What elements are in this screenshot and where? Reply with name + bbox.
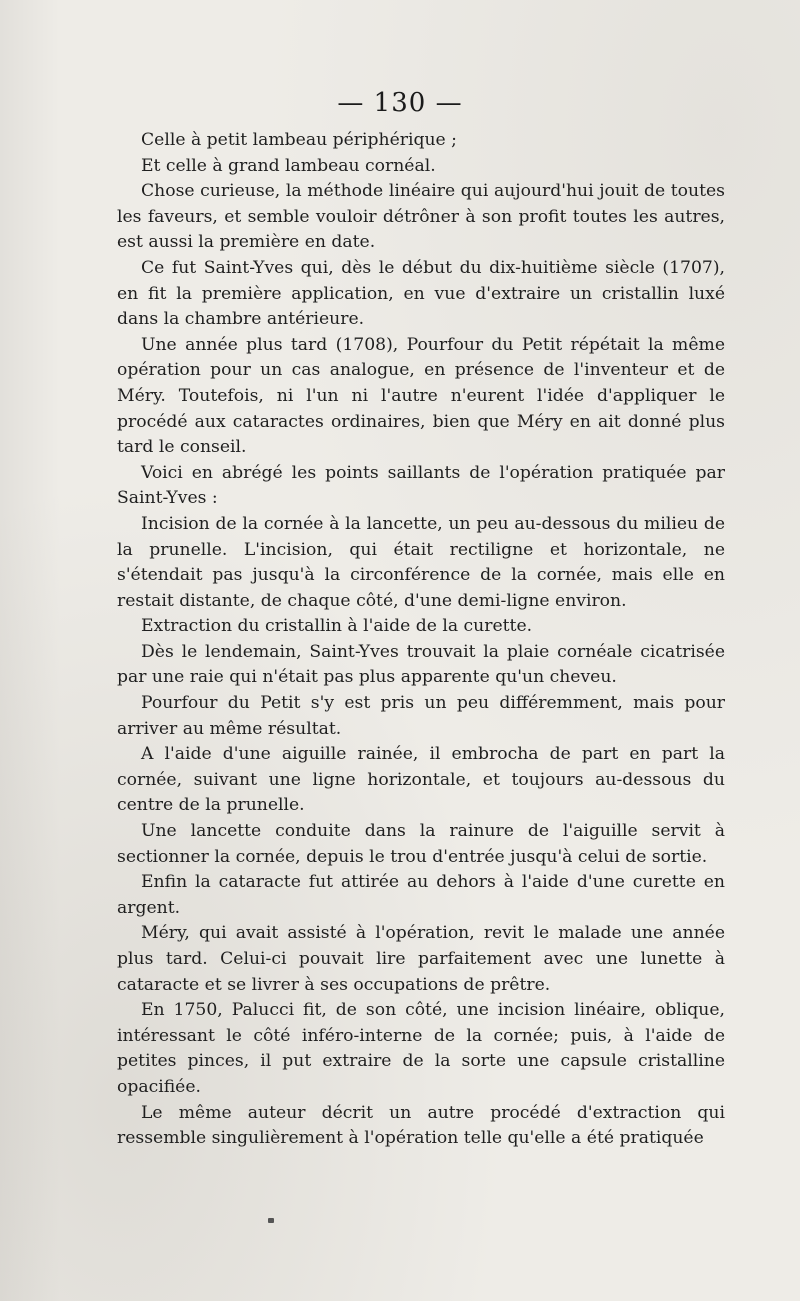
paragraph: A l'aide d'une aiguille rainée, il embrocha de part en part la cornée, suivant une ligne horizontale, et toujours au-dessous du centre de la prunelle. — [117, 744, 725, 816]
paragraph: En 1750, Palucci fit, de son côté, une incision linéaire, oblique, intéressant le côté inféro-interne de la cornée; puis, à l'aide de petites pinces, il put extraire de la sorte une capsule cristalline opacifiée. — [117, 1000, 725, 1097]
body-text — [117, 128, 725, 1152]
paragraph: Chose curieuse, la méthode linéaire qui aujourd'hui jouit de toutes les faveurs, et semble vouloir détrôner à son profit toutes les autres, est aussi la première en date. — [117, 181, 725, 253]
paragraph: Pourfour du Petit s'y est pris un peu différemment, mais pour arriver au même résultat. — [117, 693, 725, 739]
paragraph: Méry, qui avait assisté à l'opération, revit le malade une année plus tard. Celui-ci pouvait lire parfaitement avec une lunette à cataracte et se livrer à ses occupations de prêtre. — [117, 923, 725, 995]
paragraph: Incision de la cornée à la lancette, un peu au-dessous du milieu de la prunelle. L'incision, qui était rectiligne et horizontale, ne s'étendait pas jusqu'à la circonférence de la cornée, mais elle en restait distante, de chaque côté, d'une demi-ligne environ. — [117, 513, 725, 611]
paragraph: Extraction du cristallin à l'aide de la curette. — [141, 616, 533, 637]
paragraph: Le même auteur décrit un autre procédé d'extraction qui ressemble singulièrement à l'opération telle qu'elle a été pratiquée — [117, 1102, 725, 1149]
paragraph: Ce fut Saint-Yves qui, dès le début du dix-huitième siècle (1707), en fit la première application, en vue d'extraire un cristallin luxé dans la chambre antérieure. — [117, 257, 725, 330]
paragraph: Celle à petit lambeau périphérique ; — [141, 130, 457, 150]
paragraph: Enfin la cataracte fut attirée au dehors à l'aide d'une curette en argent. — [117, 872, 725, 918]
page-number: — 130 — — [337, 88, 463, 118]
paragraph: Dès le lendemain, Saint-Yves trouvait la plaie cornéale cicatrisée par une raie qui n'était pas plus apparente qu'un cheveu. — [117, 641, 725, 688]
paragraph: Une lancette conduite dans la rainure de l'aiguille servit à sectionner la cornée, depuis le trou d'entrée jusqu'à celui de sortie. — [117, 821, 725, 867]
paragraph: Voici en abrégé les points saillants de l'opération pratiquée par Saint-Yves : — [117, 462, 725, 509]
paragraph: Une année plus tard (1708), Pourfour du Petit répétait la même opération pour un cas analogue, en présence de l'inventeur et de Méry. Toutefois, ni l'un ni l'autre n'eurent l'idée d'appliquer le procédé aux cataractes ordinaires, bien que Méry en ait donné plus tard le conseil. — [117, 334, 725, 458]
ink-spot — [268, 1218, 274, 1223]
paragraph: Et celle à grand lambeau cornéal. — [141, 155, 436, 176]
